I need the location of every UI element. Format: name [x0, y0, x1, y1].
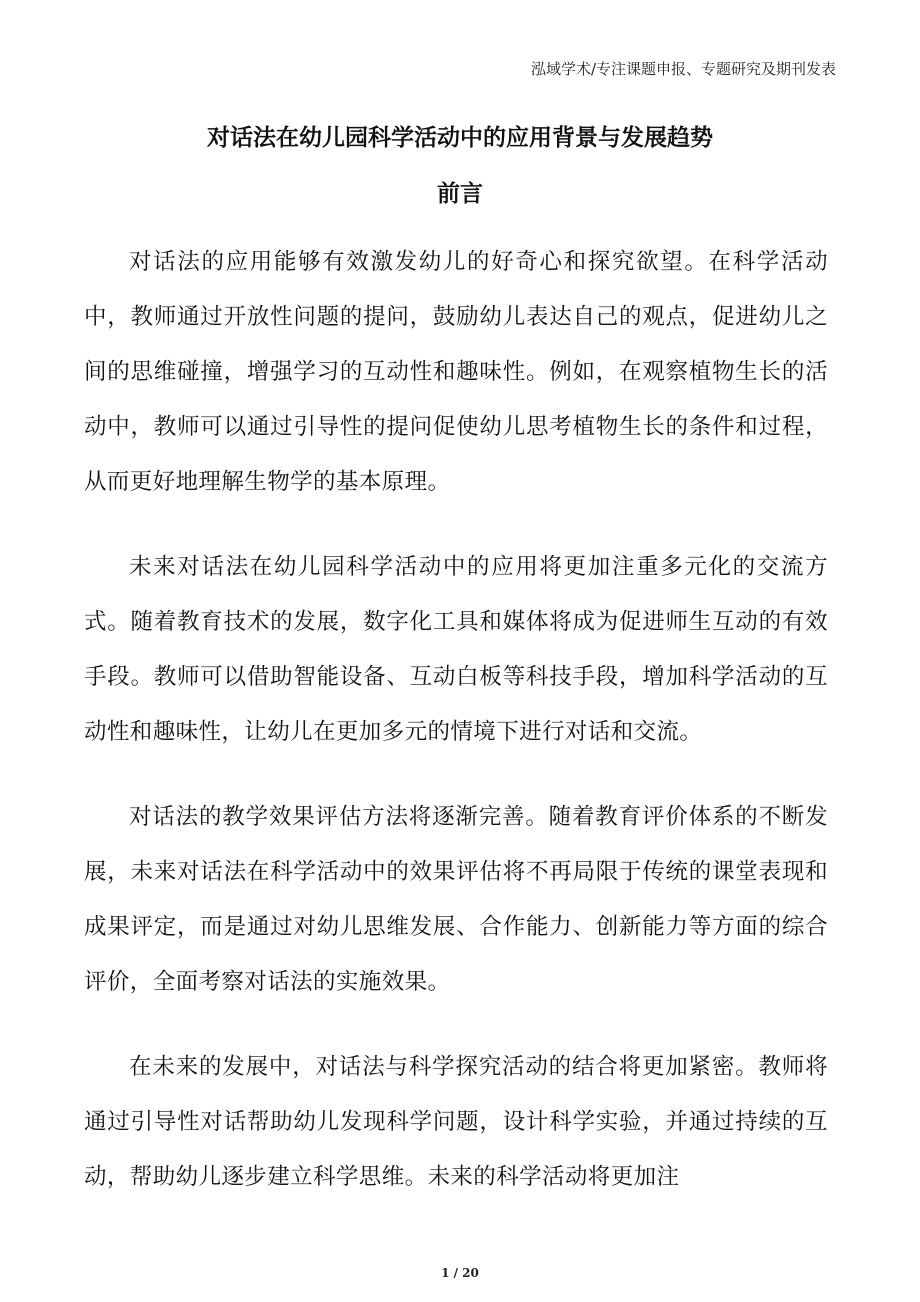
document-title: 对话法在幼儿园科学活动中的应用背景与发展趋势	[207, 125, 713, 151]
paragraph-3: 对话法的教学效果评估方法将逐渐完善。随着教育评价体系的不断发展，未来对话法在科学活动中的效果评估将不再局限于传统的课堂表现和成果评定，而是通过对幼儿思维发展、合作能力、创新能力等方面的综合评价，全面考察对话法的实施效果。	[84, 804, 828, 995]
paragraph-1: 对话法的应用能够有效激发幼儿的好奇心和探究欲望。在科学活动中，教师通过开放性问题的提问，鼓励幼儿表达自己的观点，促进幼儿之间的思维碰撞，增强学习的互动性和趣味性。例如，在观察植物生长的活动中，教师可以通过引导性的提问促使幼儿思考植物生长的条件和过程，从而更好地理解生物学的基本原理。	[84, 249, 828, 495]
paragraph-2: 未来对话法在幼儿园科学活动中的应用将更加注重多元化的交流方式。随着教育技术的发展，数字化工具和媒体将成为促进师生互动的有效手段。教师可以借助智能设备、互动白板等科技手段，增加科学活动的互动性和趣味性，让幼儿在更加多元的情境下进行对话和交流。	[84, 554, 828, 745]
running-header: 泓域学术/专注课题申报、专题研究及期刊发表	[530, 60, 836, 78]
document-body	[84, 235, 828, 1235]
paragraph-4: 在未来的发展中，对话法与科学探究活动的结合将更加紧密。教师将通过引导性对话帮助幼儿发现科学问题，设计科学实验，并通过持续的互动，帮助幼儿逐步建立科学思维。未来的科学活动将更加注	[84, 1054, 828, 1190]
page-number: 1 / 20	[441, 1266, 479, 1280]
section-heading-preface: 前言	[437, 181, 483, 207]
